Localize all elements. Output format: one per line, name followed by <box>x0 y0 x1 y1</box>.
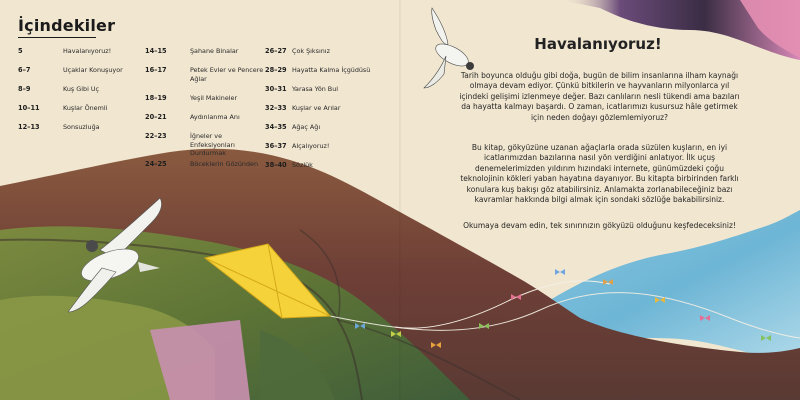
toc-page-numbers: 5 <box>18 47 23 55</box>
toc-page-numbers: 38–40 <box>265 161 287 169</box>
toc-item-label: Kuşlar Önemli <box>63 104 108 112</box>
toc-item-label: Hayatta Kalma İçgüdüsü <box>292 66 371 74</box>
toc-item-label: İğneler ve Enfeksiyonları Durdurmak <box>190 132 235 158</box>
toc-page-numbers: 36–37 <box>265 142 287 150</box>
closing-paragraph: Okumaya devam edin, tek sınırınızın gökyüzü olduğunu keşfedeceksiniz! <box>463 221 736 230</box>
toc-item-label: Alçalıyoruz! <box>292 142 330 150</box>
toc-item-label: Çok Şıksınız <box>292 47 330 55</box>
toc-item-label: Aydınlanma Anı <box>190 113 240 121</box>
toc-item-label: Şahane Binalar <box>190 47 239 55</box>
toc-page-numbers: 18–19 <box>145 94 167 102</box>
bow-icon <box>555 269 565 275</box>
toc-page-numbers: 28–29 <box>265 66 287 74</box>
toc-item-label: Sözlük <box>292 161 313 169</box>
toc-page-numbers: 30–31 <box>265 85 287 93</box>
toc-page-numbers: 12–13 <box>18 123 40 131</box>
toc-item-label: Böceklerin Gözünden <box>190 160 258 168</box>
toc-title: İçindekiler <box>18 16 116 35</box>
toc-page-numbers: 6–7 <box>18 66 31 74</box>
toc-page-numbers: 22–23 <box>145 132 167 140</box>
toc-page-numbers: 16–17 <box>145 66 167 74</box>
toc-page-numbers: 24–25 <box>145 160 167 168</box>
toc-item-label: Ağaç Ağı <box>292 123 321 131</box>
toc-page-numbers: 26–27 <box>265 47 287 55</box>
toc-title-underline <box>18 37 96 38</box>
toc-item-label: Havalanıyoruz! <box>63 47 112 55</box>
gutter-shadow <box>399 0 402 400</box>
toc-item-label: Petek Evler ve Pencere Ağlar <box>190 66 264 83</box>
toc-item-label: Kuş Gibi Uç <box>63 85 100 93</box>
toc-page-numbers: 34–35 <box>265 123 287 131</box>
toc-item-label: Yarasa Yön Bul <box>292 85 339 93</box>
toc-page-numbers: 32–33 <box>265 104 287 112</box>
toc-page-numbers: 10–11 <box>18 104 40 112</box>
toc-item-label: Uçaklar Konuşuyor <box>63 66 123 74</box>
toc-page-numbers: 20–21 <box>145 113 167 121</box>
toc-item-label: Kuşlar ve Arılar <box>292 104 341 112</box>
page-title: Havalanıyoruz! <box>534 35 662 53</box>
body-paragraph: Bu kitap, gökyüzüne uzanan ağaçlarla orada süzülen kuşların, en iyi icatlarımızdan bazılarına nasıl yön verdiğini anlatıyor. İlk uçuş denemelerimizden yıldırım hızındaki internete, günümüzdeki çoğu teknolojinin kökleri yaban hayatına dayanıyor. Bu kitapta birbirinden farklı konulara kuş bakışı göz atabilirsiniz. Anlamakta zorlanabileceğiniz bazı kavramlar hakkında bilgi almak için sondaki sözlüğe bakabilirsiniz. <box>460 143 739 205</box>
intro-paragraph: Tarih boyunca olduğu gibi doğa, bugün de bilim insanlarına ilham kaynağı olmaya devam ediyor. Çünkü bitkilerin ve hayvanların milyonlarca yıl içindeki gelişimi izlenmeye değer. Bazı canlıların nesli tükendi ama bazıları da hayatta kalmayı başardı. O zaman, icatlarımızı kusursuz hâle getirmek için neden doğayı gözlemlemiyoruz? <box>459 71 740 122</box>
toc-page-numbers: 14–15 <box>145 47 167 55</box>
toc-page-numbers: 8–9 <box>18 85 31 93</box>
toc-item-label: Sonsuzluğa <box>63 123 100 131</box>
toc-item-label: Yeşil Makineler <box>190 94 238 102</box>
